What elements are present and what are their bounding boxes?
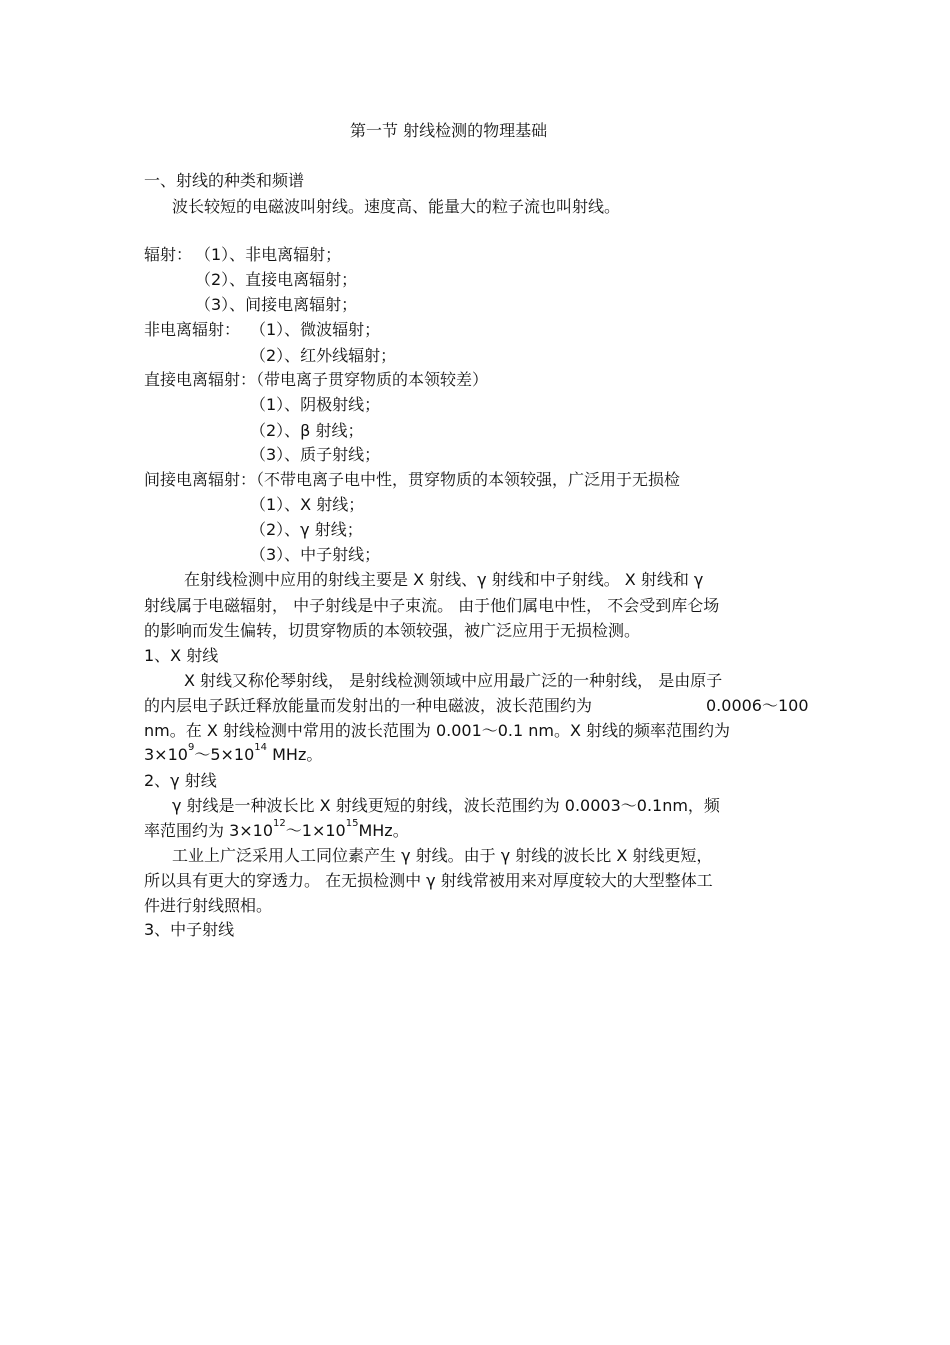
paragraph-line: 的影响而发生偏转，切贯穿物质的本领较强，被广泛应用于无损检测。 — [144, 621, 641, 640]
radiation-item: （1）、非电离辐射； — [195, 245, 342, 264]
direct-ionizing-item: （3）、质子射线； — [250, 445, 381, 464]
paragraph-line: nm。在 X 射线检测中常用的波长范围为 0.001～0.1 nm。X 射线的频率范围约为 — [144, 721, 731, 740]
paragraph-line: 工业上广泛采用人工同位素产生 γ 射线。由于 γ 射线的波长比 X 射线更短， — [172, 846, 713, 865]
gamma-frequency-line: 率范围约为 $3\times 10^{12}\sim 1\times 10^{15}MHz$。 — [144, 818, 409, 840]
paragraph-line: 射线属于电磁辐射， 中子射线是中子束流。 由于他们属电中性， 不会受到库仑场 — [144, 596, 720, 615]
indirect-ionizing-item: （3）、中子射线； — [250, 545, 381, 564]
direct-ionizing-item: （2）、β 射线； — [250, 421, 364, 440]
non-ionizing-item: （1）、微波辐射； — [250, 320, 381, 339]
radiation-label: 辐射： — [144, 245, 193, 264]
xray-heading: 1、X 射线 — [144, 646, 219, 665]
non-ionizing-item: （2）、红外线辐射； — [250, 346, 397, 365]
section-heading: 一、射线的种类和频谱 — [144, 171, 305, 190]
radiation-item: （3）、间接电离辐射； — [195, 295, 358, 314]
paragraph-line: X 射线又称伦琴射线， 是射线检测领域中应用最广泛的一种射线， 是由原子 — [184, 671, 723, 690]
xray-frequency-line: $3\times 10^9\sim 5\times 10^{14}$ MHz。 — [144, 742, 323, 764]
indirect-ionizing-item: （1）、X 射线； — [250, 495, 365, 514]
paragraph-line: 件进行射线照相。 — [144, 896, 273, 915]
indirect-ionizing-label: 间接电离辐射：（不带电离子电中性，贯穿物质的本领较强，广泛用于无损检 — [144, 470, 681, 489]
indirect-ionizing-item: （2）、γ 射线； — [250, 520, 363, 539]
wavelength-value: 0.0006～100 — [706, 696, 809, 715]
neutron-heading: 3、中子射线 — [144, 920, 235, 939]
section-title: 第一节 射线检测的物理基础 — [350, 121, 548, 140]
intro-paragraph: 波长较短的电磁波叫射线。速度高、能量大的粒子流也叫射线。 — [172, 197, 621, 216]
paragraph-line: 所以具有更大的穿透力。 在无损检测中 γ 射线常被用来对厚度较大的大型整体工 — [144, 871, 713, 890]
direct-ionizing-item: （1）、阴极射线； — [250, 395, 381, 414]
paragraph-line: 的内层电子跃迁释放能量而发射出的一种电磁波，波长范围约为 — [144, 696, 593, 715]
direct-ionizing-label: 直接电离辐射：（带电离子贯穿物质的本领较差） — [144, 370, 489, 389]
non-ionizing-label: 非电离辐射： — [144, 320, 241, 339]
paragraph-line: 在射线检测中应用的射线主要是 X 射线、γ 射线和中子射线。 X 射线和 γ — [184, 570, 704, 589]
radiation-item: （2）、直接电离辐射； — [195, 270, 358, 289]
gamma-heading: 2、γ 射线 — [144, 771, 217, 790]
paragraph-line: γ 射线是一种波长比 X 射线更短的射线，波长范围约为 0.0003～0.1nm，频 — [172, 796, 720, 815]
